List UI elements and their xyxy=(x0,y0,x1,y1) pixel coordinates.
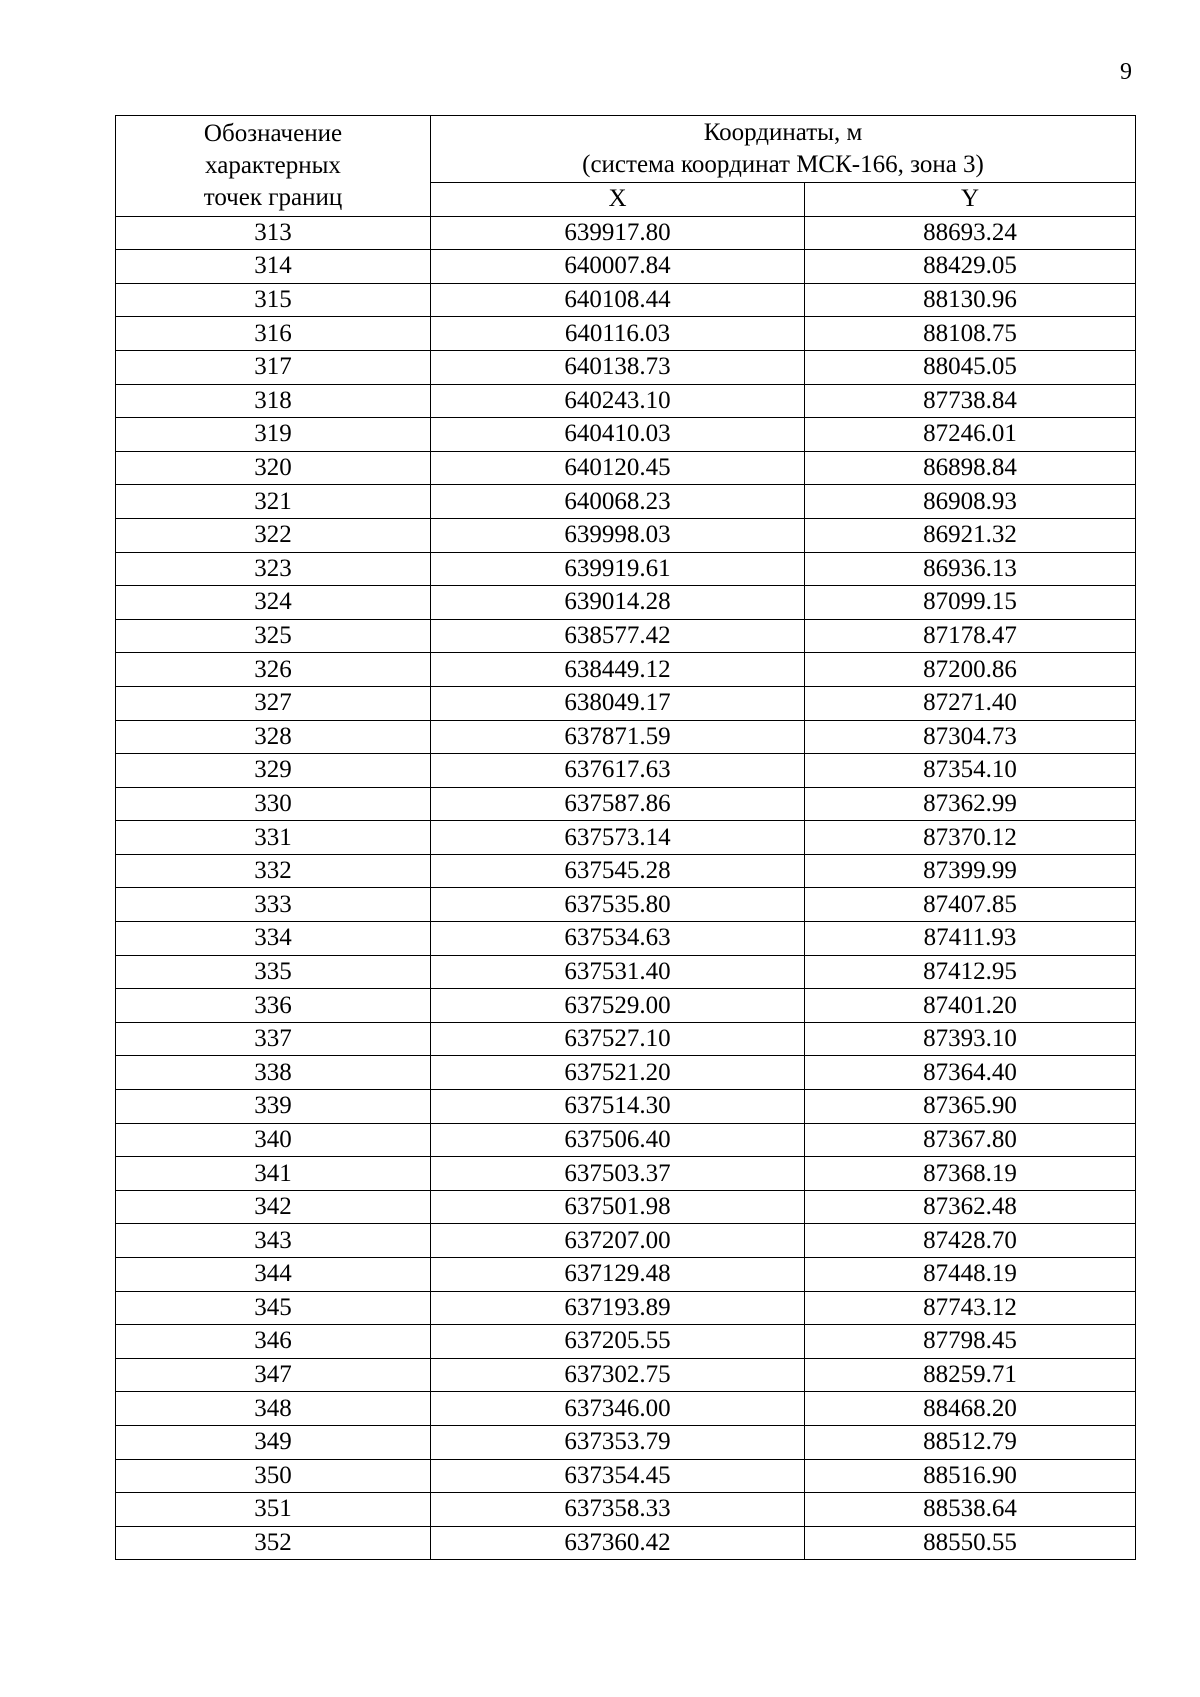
point-cell: 351 xyxy=(116,1493,431,1527)
point-cell: 332 xyxy=(116,854,431,888)
x-cell: 637193.89 xyxy=(431,1291,805,1325)
y-cell: 88538.64 xyxy=(805,1493,1136,1527)
y-cell: 87362.48 xyxy=(805,1190,1136,1224)
x-cell: 637529.00 xyxy=(431,989,805,1023)
table-row xyxy=(116,1325,1136,1359)
point-cell: 338 xyxy=(116,1056,431,1090)
y-column-header: Y xyxy=(805,183,1136,217)
point-header-line: характерных xyxy=(205,151,341,179)
point-cell: 348 xyxy=(116,1392,431,1426)
point-column-header xyxy=(116,116,431,217)
x-cell: 638049.17 xyxy=(431,686,805,720)
point-header-line: точек границ xyxy=(203,183,343,211)
x-cell: 637353.79 xyxy=(431,1425,805,1459)
table-row xyxy=(116,1123,1136,1157)
y-cell: 88259.71 xyxy=(805,1358,1136,1392)
point-cell: 340 xyxy=(116,1123,431,1157)
point-cell: 334 xyxy=(116,922,431,956)
table-row xyxy=(116,619,1136,653)
y-cell: 88108.75 xyxy=(805,317,1136,351)
x-cell: 640138.73 xyxy=(431,350,805,384)
y-cell: 88516.90 xyxy=(805,1459,1136,1493)
table-row xyxy=(116,888,1136,922)
y-cell: 87370.12 xyxy=(805,821,1136,855)
point-cell: 331 xyxy=(116,821,431,855)
y-cell: 87412.95 xyxy=(805,955,1136,989)
table-row xyxy=(116,552,1136,586)
y-cell: 87798.45 xyxy=(805,1325,1136,1359)
y-cell: 86908.93 xyxy=(805,485,1136,519)
point-header-line: Обозначение xyxy=(203,119,343,147)
y-cell: 88693.24 xyxy=(805,216,1136,250)
x-cell: 637527.10 xyxy=(431,1022,805,1056)
point-cell: 341 xyxy=(116,1157,431,1191)
table-row xyxy=(116,754,1136,788)
y-cell: 87368.19 xyxy=(805,1157,1136,1191)
y-cell: 87364.40 xyxy=(805,1056,1136,1090)
table-row xyxy=(116,586,1136,620)
point-cell: 315 xyxy=(116,283,431,317)
x-column-header: X xyxy=(431,183,805,217)
x-cell: 637346.00 xyxy=(431,1392,805,1426)
page-number: 9 xyxy=(1120,59,1132,85)
table-row xyxy=(116,955,1136,989)
y-cell: 87448.19 xyxy=(805,1258,1136,1292)
point-cell: 333 xyxy=(116,888,431,922)
point-cell: 350 xyxy=(116,1459,431,1493)
y-cell: 88429.05 xyxy=(805,250,1136,284)
table-row xyxy=(116,653,1136,687)
table-row xyxy=(116,1258,1136,1292)
table-row xyxy=(116,317,1136,351)
x-cell: 637503.37 xyxy=(431,1157,805,1191)
table-row xyxy=(116,854,1136,888)
point-cell: 317 xyxy=(116,350,431,384)
y-cell: 88130.96 xyxy=(805,283,1136,317)
point-cell: 320 xyxy=(116,451,431,485)
y-cell: 86898.84 xyxy=(805,451,1136,485)
point-cell: 327 xyxy=(116,686,431,720)
point-cell: 342 xyxy=(116,1190,431,1224)
table-row xyxy=(116,922,1136,956)
point-cell: 343 xyxy=(116,1224,431,1258)
table-row xyxy=(116,1157,1136,1191)
y-cell: 88045.05 xyxy=(805,350,1136,384)
point-cell: 352 xyxy=(116,1526,431,1560)
y-cell: 87367.80 xyxy=(805,1123,1136,1157)
point-cell: 323 xyxy=(116,552,431,586)
x-cell: 637354.45 xyxy=(431,1459,805,1493)
x-cell: 637514.30 xyxy=(431,1090,805,1124)
point-cell: 330 xyxy=(116,787,431,821)
x-cell: 637358.33 xyxy=(431,1493,805,1527)
x-cell: 637531.40 xyxy=(431,955,805,989)
coordinates-table xyxy=(115,115,1136,1560)
coordinates-header xyxy=(431,116,1136,183)
y-cell: 87407.85 xyxy=(805,888,1136,922)
y-cell: 87399.99 xyxy=(805,854,1136,888)
table-row xyxy=(116,1493,1136,1527)
x-cell: 637129.48 xyxy=(431,1258,805,1292)
y-cell: 87362.99 xyxy=(805,787,1136,821)
point-cell: 344 xyxy=(116,1258,431,1292)
point-cell: 324 xyxy=(116,586,431,620)
y-cell: 87099.15 xyxy=(805,586,1136,620)
x-cell: 640120.45 xyxy=(431,451,805,485)
table-row xyxy=(116,1392,1136,1426)
y-cell: 87401.20 xyxy=(805,989,1136,1023)
table-row xyxy=(116,720,1136,754)
x-cell: 637521.20 xyxy=(431,1056,805,1090)
x-cell: 640007.84 xyxy=(431,250,805,284)
table-row xyxy=(116,1090,1136,1124)
table-row xyxy=(116,283,1136,317)
x-cell: 637205.55 xyxy=(431,1325,805,1359)
x-cell: 637545.28 xyxy=(431,854,805,888)
x-cell: 637587.86 xyxy=(431,787,805,821)
table-row xyxy=(116,384,1136,418)
table-row xyxy=(116,821,1136,855)
x-cell: 639919.61 xyxy=(431,552,805,586)
point-cell: 321 xyxy=(116,485,431,519)
table-body xyxy=(116,216,1136,1560)
y-cell: 87738.84 xyxy=(805,384,1136,418)
table-row xyxy=(116,1056,1136,1090)
y-cell: 87200.86 xyxy=(805,653,1136,687)
table-row xyxy=(116,1190,1136,1224)
x-cell: 638577.42 xyxy=(431,619,805,653)
point-cell: 319 xyxy=(116,418,431,452)
x-cell: 637501.98 xyxy=(431,1190,805,1224)
y-cell: 87271.40 xyxy=(805,686,1136,720)
table-row xyxy=(116,1526,1136,1560)
x-cell: 637360.42 xyxy=(431,1526,805,1560)
x-cell: 640116.03 xyxy=(431,317,805,351)
coordinates-header-line: (система координат МСК-166, зона 3) xyxy=(582,151,984,178)
table-row xyxy=(116,1224,1136,1258)
x-cell: 637207.00 xyxy=(431,1224,805,1258)
table-row xyxy=(116,250,1136,284)
point-cell: 322 xyxy=(116,518,431,552)
x-cell: 637871.59 xyxy=(431,720,805,754)
y-cell: 87411.93 xyxy=(805,922,1136,956)
point-cell: 347 xyxy=(116,1358,431,1392)
table-row xyxy=(116,518,1136,552)
table-row xyxy=(116,989,1136,1023)
coordinates-header-line: Координаты, м xyxy=(703,119,863,146)
x-cell: 637617.63 xyxy=(431,754,805,788)
point-cell: 335 xyxy=(116,955,431,989)
point-cell: 328 xyxy=(116,720,431,754)
table-row xyxy=(116,1459,1136,1493)
x-cell: 639917.80 xyxy=(431,216,805,250)
y-cell: 87304.73 xyxy=(805,720,1136,754)
table-row xyxy=(116,418,1136,452)
table-row xyxy=(116,686,1136,720)
x-cell: 640108.44 xyxy=(431,283,805,317)
point-cell: 325 xyxy=(116,619,431,653)
point-cell: 346 xyxy=(116,1325,431,1359)
x-cell: 637573.14 xyxy=(431,821,805,855)
point-cell: 329 xyxy=(116,754,431,788)
table-row xyxy=(116,451,1136,485)
y-cell: 88550.55 xyxy=(805,1526,1136,1560)
point-cell: 313 xyxy=(116,216,431,250)
point-cell: 316 xyxy=(116,317,431,351)
point-cell: 349 xyxy=(116,1425,431,1459)
table-row xyxy=(116,1425,1136,1459)
x-cell: 639998.03 xyxy=(431,518,805,552)
table-row xyxy=(116,787,1136,821)
y-cell: 87246.01 xyxy=(805,418,1136,452)
point-cell: 345 xyxy=(116,1291,431,1325)
x-cell: 639014.28 xyxy=(431,586,805,620)
x-cell: 637535.80 xyxy=(431,888,805,922)
table-row xyxy=(116,485,1136,519)
y-cell: 87178.47 xyxy=(805,619,1136,653)
x-cell: 637302.75 xyxy=(431,1358,805,1392)
y-cell: 87393.10 xyxy=(805,1022,1136,1056)
y-cell: 88512.79 xyxy=(805,1425,1136,1459)
point-cell: 337 xyxy=(116,1022,431,1056)
table-row xyxy=(116,1291,1136,1325)
x-cell: 637534.63 xyxy=(431,922,805,956)
table-row xyxy=(116,216,1136,250)
point-cell: 314 xyxy=(116,250,431,284)
y-cell: 86921.32 xyxy=(805,518,1136,552)
y-cell: 87354.10 xyxy=(805,754,1136,788)
x-cell: 640243.10 xyxy=(431,384,805,418)
y-cell: 87365.90 xyxy=(805,1090,1136,1124)
y-cell: 88468.20 xyxy=(805,1392,1136,1426)
x-cell: 640410.03 xyxy=(431,418,805,452)
table-row xyxy=(116,350,1136,384)
point-cell: 326 xyxy=(116,653,431,687)
y-cell: 87743.12 xyxy=(805,1291,1136,1325)
point-cell: 339 xyxy=(116,1090,431,1124)
table-row xyxy=(116,1358,1136,1392)
x-cell: 640068.23 xyxy=(431,485,805,519)
point-cell: 336 xyxy=(116,989,431,1023)
table-row xyxy=(116,1022,1136,1056)
y-cell: 86936.13 xyxy=(805,552,1136,586)
point-cell: 318 xyxy=(116,384,431,418)
x-cell: 638449.12 xyxy=(431,653,805,687)
x-cell: 637506.40 xyxy=(431,1123,805,1157)
y-cell: 87428.70 xyxy=(805,1224,1136,1258)
